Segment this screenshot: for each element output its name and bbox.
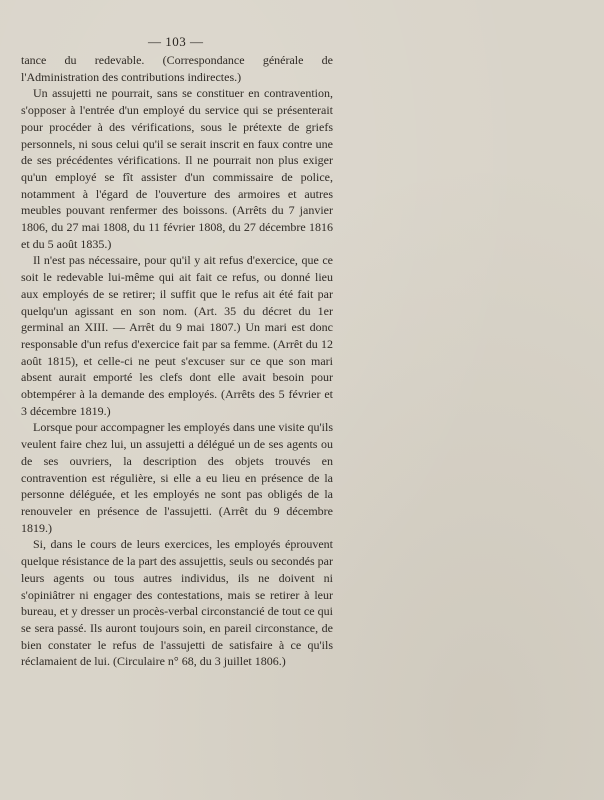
paragraph-delegation: Lorsque pour accompagner les employés dans une visite qu'ils veulent faire chez lui, un assujetti a délégué un de ses agents ou de ses ouvriers, la description des objets trouvés en contravention est régulière, si elle a eu lieu en présence de la personne déléguée, et les employés ne sont pas obligés de la renouveler en présence de l'assujetti. (Arrêt du 9 décembre 1819.) xyxy=(21,420,333,535)
paragraph-resistance: Si, dans le cours de leurs exercices, les employés éprouvent quelque résistance de la part des assujettis, seuls ou secondés par leurs agents ou tous autres individus, ils ne doivent ni s'opiniâtrer ni engager des contestations, mais se retirer à leur bureau, et y dresser un procès-verbal circonstancié de tout ce qui se sera passé. Ils auront toujours soin, en pareil circonstance, de bien constater le refus de l'assujetti de satisfaire à ce qu'ils réclamaient de lui. (Circulaire n° 68, du 3 juillet 1806.) xyxy=(21,537,333,669)
document-body xyxy=(21,52,333,670)
paragraph-continuation: tance du redevable. (Correspondance générale de l'Administration des contributions indirectes.) xyxy=(21,53,333,84)
page-number: — 103 — xyxy=(148,34,204,49)
paragraph-opposition: Un assujetti ne pourrait, sans se constituer en contravention, s'opposer à l'entrée d'un employé du service qui se présenterait pour procéder à des vérifications, sous le prétexte de griefs personnels, ni sous celui qu'il se serait inscrit en faux contre une de ses précédentes vérifications. Il ne pourrait non plus exiger qu'un employé se fît assister d'un commissaire de police, notamment à l'égard de l'ouverture des armoires et autres meubles pouvant renfermer des boissons. (Arrêts du 7 janvier 1806, du 27 mai 1808, du 11 février 1808, du 27 décembre 1816 et du 5 août 1835.) xyxy=(21,86,333,251)
paragraph-refus-exercice: Il n'est pas nécessaire, pour qu'il y ait refus d'exercice, que ce soit le redevable lui-même qui ait fait ce refus, ou donné lieu aux employés de se retirer; il suffit que le refus ait été fait par quelqu'un agissant en son nom. (Art. 35 du décret du 1er germinal an XIII. — Arrêt du 9 mai 1807.) Un mari est donc responsable d'un refus d'exercice fait par sa femme. (Arrêt du 12 août 1815), et celle-ci ne peut s'excuser sur ce que son mari absent aurait emporté les clefs dont elle avait besoin pour obtempérer à la demande des employés. (Arrêts des 5 février et 3 décembre 1819.) xyxy=(21,253,333,418)
